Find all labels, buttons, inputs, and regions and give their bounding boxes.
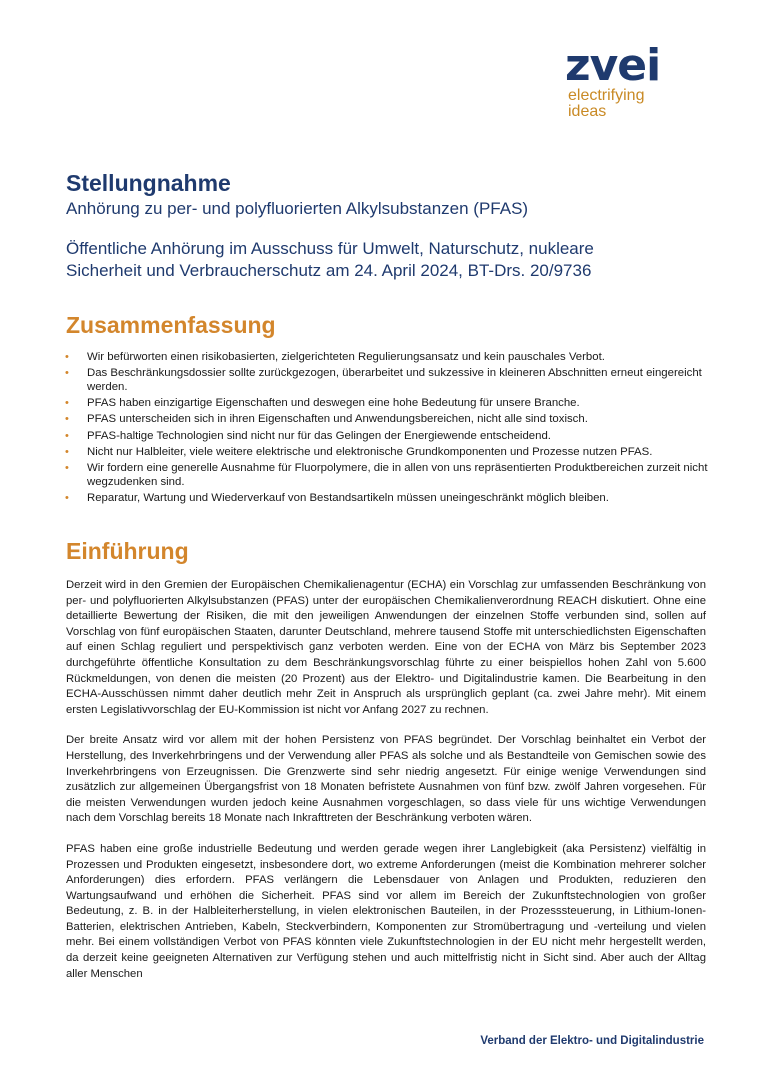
zvei-logo bbox=[565, 40, 725, 120]
summary-item bbox=[63, 351, 713, 365]
summary-item-text: Wir befürworten einen risikobasierten, zielgerichteten Regulierungsansatz und kein pauschales Verbot. bbox=[87, 351, 605, 363]
bullet-icon: • bbox=[65, 462, 69, 475]
summary-item-text: Wir fordern eine generelle Ausnahme für Fluorpolymere, die in allen von uns repräsentierten Produktbereichen zurzeit nicht wegzudenken sind. bbox=[87, 462, 708, 488]
bullet-icon: • bbox=[65, 492, 69, 505]
bullet-icon: • bbox=[65, 413, 69, 426]
summary-item bbox=[63, 367, 713, 394]
summary-item bbox=[63, 397, 713, 411]
summary-item-text: Nicht nur Halbleiter, viele weitere elektrische und elektronische Grundkomponenten und Prozesse nutzen PFAS. bbox=[87, 445, 653, 458]
bullet-icon: • bbox=[65, 445, 69, 458]
hearing-line-1: Öffentliche Anhörung im Ausschuss für Umwelt, Naturschutz, nukleare bbox=[66, 239, 594, 258]
summary-item bbox=[63, 430, 713, 444]
intro-heading: Einführung bbox=[66, 538, 189, 564]
bullet-icon: • bbox=[65, 351, 69, 363]
summary-item-text: Reparatur, Wartung und Wiederverkauf von Bestandsartikeln müssen uneingeschränkt möglich bleiben. bbox=[87, 492, 609, 505]
summary-item bbox=[63, 492, 713, 506]
logo-tagline-1: electrifying bbox=[568, 87, 645, 104]
intro-paragraph: Derzeit wird in den Gremien der Europäischen Chemikalienagentur (ECHA) ein Vorschlag zur umfassenden Beschränkung von per- und polyfluorierten Alkylsubstanzen (PFAS) unter der europäischen Chemikalienverordnung REACH diskutiert. Ohne eine detaillierte Bewertung der Risiken, die mit den jeweiligen Anwendungen der einzelnen Stoffe verbunden sind, sollen auf Vorschlag von fünf europäischen Staaten, darunter Deutschland, mehrere tausend Stoffe mit unterschiedlichsten Eigenschaften auf einen Schlag reguliert und perspektivisch ganz verboten werden. Eine von der ECHA von März bis September 2023 durchgeführte öffentliche Konsultation zu dem Beschränkungsvorschlag führte zu einer beispiellos hohen Zahl von 5.600 Rückmeldungen, von denen die meisten (20 Prozent) aus der Elektro- und Digitalindustrie kamen. Die Bearbeitung in den ECHA-Ausschüssen nimmt daher deutlich mehr Zeit in Anspruch als ursprünglich geplant (ca. zwei Jahre mehr). Mit einem ersten Legislativvorschlag der EU-Kommission ist nicht vor Anfang 2027 zu rechnen. bbox=[66, 579, 706, 716]
summary-item-text: PFAS-haltige Technologien sind nicht nur für das Gelingen der Energiewende entscheidend. bbox=[87, 429, 551, 442]
bullet-icon: • bbox=[65, 397, 69, 410]
intro-body bbox=[66, 578, 706, 997]
summary-item bbox=[63, 413, 713, 427]
summary-item bbox=[63, 462, 713, 489]
summary-item-text: PFAS unterscheiden sich in ihren Eigenschaften und Anwendungsbereichen, nicht alle sind toxisch. bbox=[87, 413, 588, 426]
summary-heading: Zusammenfassung bbox=[66, 312, 276, 338]
document-subtitle: Anhörung zu per- und polyfluorierten Alkylsubstanzen (PFAS) bbox=[66, 199, 529, 218]
summary-item bbox=[63, 446, 713, 460]
hearing-info bbox=[66, 238, 716, 282]
logo-tagline-2: ideas bbox=[568, 103, 607, 120]
document-title: Stellungnahme bbox=[66, 170, 231, 196]
document-header bbox=[66, 168, 716, 282]
intro-paragraph: Der breite Ansatz wird vor allem mit der hohen Persistenz von PFAS begründet. Der Vorschlag beinhaltet ein Verbot der Herstellung, des Inverkehrbringens und der Verwendung aller PFAS als solche und als Bestandteile von Gemischen sowie des Inverkehrbringens von Erzeugnissen. Die Grenzwerte sind sehr niedrig angesetzt. Für einige wenige Verwendungen sind zusätzlich zur allgemeinen Übergangsfrist von 18 Monaten befristete Ausnahmen von fünf bzw. zwölf Jahren vorgesehen. Für die meisten Verwendungen wurden jedoch keine Ausnahmen vorgeschlagen, so dass viele für uns wichtige Verwendungen nach dem Vorschlag bereits 18 Monate nach Inkrafttreten der Beschränkung verboten wären. bbox=[66, 734, 706, 825]
intro-paragraph: PFAS haben eine große industrielle Bedeutung und werden gerade wegen ihrer Langlebigkeit (aka Persistenz) vielfältig in Prozessen und Produkten eingesetzt, insbesondere dort, wo extreme Anforderungen (meist die Kombination mehrerer solcher Anforderungen) dies erfordern. PFAS verlängern die Lebensdauer von Anlagen und Produkten, reduzieren den Wartungsaufwand und erhöhen die Sicherheit. PFAS sind vor allem im Bereich der Zukunftstechnologien von großer Bedeutung, z. B. in der Halbleiterherstellung, in vielen elektronischen Bauteilen, in der Prozesssteuerung, in Lithium-Ionen-Batterien, elektrischen Antrieben, Kabeln, Steckverbindern, Komponenten zur Stromübertragung und -verteilung und vielen mehr. Bei einem vollständigen Verbot von PFAS könnten viele Zukunftstechnologien in der EU nicht mehr hergestellt werden, da derzeit keine geeigneten Alternativen zur Verfügung stehen und auch mittelfristig nicht in Sicht sind. Aber auch der Alltag aller Menschen bbox=[66, 842, 706, 980]
bullet-icon: • bbox=[65, 367, 69, 380]
bullet-icon: • bbox=[65, 429, 69, 442]
summary-item-text: Das Beschränkungsdossier sollte zurückgezogen, überarbeitet und sukzessive in kleineren Abschnitten erneut eingereicht werden. bbox=[87, 367, 702, 393]
summary-item-text: PFAS haben einzigartige Eigenschaften und deswegen eine hohe Bedeutung für unsere Branche. bbox=[87, 397, 580, 410]
page-footer: Verband der Elektro- und Digitalindustrie bbox=[480, 1035, 704, 1047]
logo-wordmark: zvei bbox=[565, 40, 661, 91]
summary-list bbox=[63, 351, 713, 508]
hearing-line-2: Sicherheit und Verbraucherschutz am 24. April 2024, BT-Drs. 20/9736 bbox=[66, 261, 592, 280]
